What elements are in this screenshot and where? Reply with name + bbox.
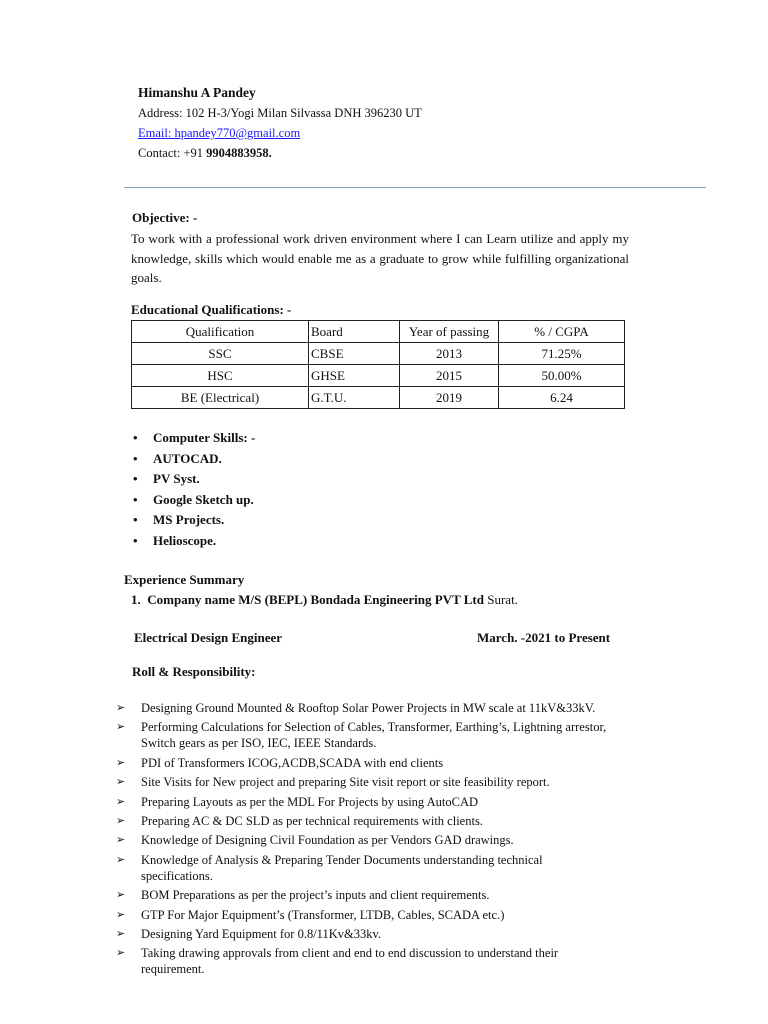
table-cell: CBSE <box>309 343 400 365</box>
table-header-row <box>132 321 625 343</box>
list-item: ➢ Site Visits for New project and preparing Site visit report or site feasibility report. <box>116 775 550 790</box>
education-heading: Educational Qualifications: - <box>131 302 292 317</box>
table-cell: 2019 <box>400 387 499 409</box>
list-item: ➢ Preparing AC & DC SLD as per technical requirements with clients. <box>116 813 483 828</box>
objective-text: To work with a professional work driven environment where I can Learn utilize and apply my knowledge, skills which would enable me as a graduate to grow while fulfilling organizational goals. <box>131 231 629 285</box>
arrow-bullet-icon: ➢ <box>116 834 126 847</box>
skill-item: • AUTOCAD. <box>133 449 255 470</box>
table-cell: SSC <box>132 343 309 365</box>
column-header: Board <box>309 321 400 343</box>
list-item: ➢ Taking drawing approvals from client and end to end discussion to understand their requirement. <box>116 946 559 977</box>
skill-item: • Helioscope. <box>133 531 255 552</box>
skill-item: • PV Syst. <box>133 469 255 490</box>
responsibility-heading: Roll & Responsibility: <box>132 664 256 679</box>
skill-item: • Computer Skills: - <box>133 428 255 449</box>
column-header: Year of passing <box>400 321 499 343</box>
arrow-bullet-icon: ➢ <box>116 853 126 866</box>
address-line: Address: 102 H-3/Yogi Milan Silvassa DNH 396230 UT <box>138 106 422 120</box>
skill-item: • MS Projects. <box>133 510 255 531</box>
arrow-bullet-icon: ➢ <box>116 702 126 714</box>
company-name: Company name M/S (BEPL) Bondada Engineering PVT Ltd <box>147 592 484 607</box>
list-item: ➢ Designing Yard Equipment for 0.8/11Kv&33kv. <box>116 926 382 941</box>
list-item: ➢ PDI of Transformers ICOG,ACDB,SCADA with end clients <box>116 755 444 770</box>
list-item: ➢ Knowledge of Analysis & Preparing Tender Documents understanding technical specifications. <box>116 852 543 883</box>
arrow-bullet-icon: ➢ <box>116 889 126 902</box>
table-cell: G.T.U. <box>309 387 400 409</box>
job-period: March. -2021 to Present <box>477 630 611 645</box>
contact-number: 9904883958. <box>206 146 272 160</box>
company-number: 1. <box>131 592 141 607</box>
company-city: Surat. <box>483 592 518 607</box>
education-table <box>131 320 625 409</box>
table-cell: BE (Electrical) <box>132 387 309 409</box>
arrow-bullet-icon: ➢ <box>116 927 126 940</box>
skill-item: • Google Sketch up. <box>133 490 255 511</box>
contact-prefix: Contact: +91 <box>138 146 207 160</box>
table-row <box>132 365 625 387</box>
table-cell: HSC <box>132 365 309 387</box>
list-item: ➢ BOM Preparations as per the project’s inputs and client requirements. <box>116 888 490 903</box>
table-cell: GHSE <box>309 365 400 387</box>
email-link[interactable]: Email: hpandey770@gmail.com <box>138 126 301 140</box>
column-header: % / CGPA <box>499 321 625 343</box>
skills-list <box>133 428 255 551</box>
objective-heading: Objective: - <box>132 210 198 225</box>
table-cell: 71.25% <box>499 343 625 365</box>
arrow-bullet-icon: ➢ <box>116 795 126 808</box>
list-item: ➢ Knowledge of Designing Civil Foundation as per Vendors GAD drawings. <box>116 833 514 848</box>
list-item: ➢ Performing Calculations for Selection of Cables, Transformer, Earthing’s, Lightning arrestor, Switch gears as per ISO, IEC, IEEE Standards. <box>116 720 607 751</box>
table-cell: 2013 <box>400 343 499 365</box>
table-row <box>132 387 625 409</box>
arrow-bullet-icon: ➢ <box>116 814 126 827</box>
experience-heading: Experience Summary <box>124 572 245 587</box>
table-cell: 2015 <box>400 365 499 387</box>
contact-line <box>138 146 272 161</box>
candidate-name: Himanshu A Pandey <box>138 85 256 100</box>
arrow-bullet-icon: ➢ <box>116 908 126 921</box>
company-line <box>131 592 518 608</box>
table-row <box>132 343 625 365</box>
table-cell: 6.24 <box>499 387 625 409</box>
header-divider <box>124 187 706 188</box>
arrow-bullet-icon: ➢ <box>116 776 126 789</box>
table-cell: 50.00% <box>499 365 625 387</box>
arrow-bullet-icon: ➢ <box>116 947 126 960</box>
arrow-bullet-icon: ➢ <box>116 721 126 734</box>
list-item: ➢ GTP For Major Equipment’s (Transformer, LTDB, Cables, SCADA etc.) <box>116 907 505 922</box>
column-header: Qualification <box>132 321 309 343</box>
list-item: ➢ Designing Ground Mounted & Rooftop Solar Power Projects in MW scale at 11kV&33kV. <box>116 701 596 715</box>
arrow-bullet-icon: ➢ <box>116 756 126 769</box>
job-role: Electrical Design Engineer <box>134 630 283 645</box>
responsibility-list <box>116 700 616 981</box>
list-item: ➢ Preparing Layouts as per the MDL For Projects by using AutoCAD <box>116 794 478 809</box>
